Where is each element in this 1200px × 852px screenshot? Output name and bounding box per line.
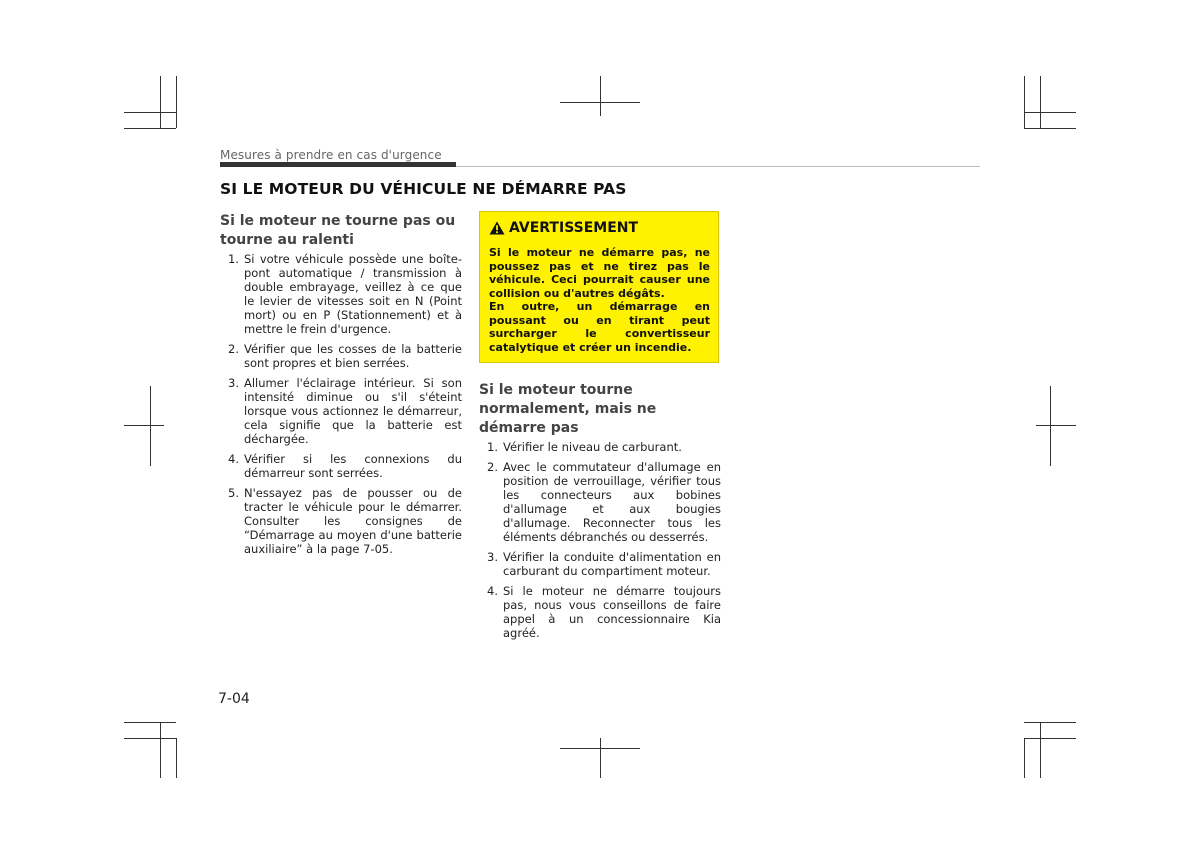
list-item: 2. Vérifier que les cosses de la batterie sont propres et bien serrées.: [228, 342, 462, 370]
left-column: [220, 212, 462, 562]
warning-paragraph-2: En outre, un démarrage en poussant ou en tirant peut surcharger le convertisseur catalytique et créer un incendie.: [489, 300, 710, 354]
list-item: 2. Avec le commutateur d'allumage en position de verrouillage, vérifier tous les connecteurs aux bobines d'allumage et aux bougies d'allumage. Reconnecter tous les éléments débranchés ou desserrés.: [487, 460, 721, 544]
warning-header: [489, 220, 710, 236]
list-item: 4. Si le moteur ne démarre toujours pas, nous vous conseillons de faire appel à un concessionnaire Kia agréé.: [487, 584, 721, 640]
header-rule-dark: [220, 162, 456, 167]
warning-box: [479, 211, 719, 363]
right-column: [479, 211, 721, 646]
left-steps-list: [220, 252, 462, 556]
page-number: 7-04: [218, 691, 250, 707]
warning-title: AVERTISSEMENT: [509, 220, 639, 236]
page-title: SI LE MOTEUR DU VÉHICULE NE DÉMARRE PAS: [220, 180, 627, 198]
list-item: 5. N'essayez pas de pousser ou de tracter le véhicule pour le démarrer. Consulter les consignes de “Démarrage au moyen d'une batterie auxiliaire” à la page 7-05.: [228, 486, 462, 556]
list-item: 3. Allumer l'éclairage intérieur. Si son intensité diminue ou s'il s'éteint lorsque vous actionnez le démarreur, cela signifie que la batterie est déchargée.: [228, 376, 462, 446]
header-rule-thin: [456, 166, 980, 167]
list-item: 1. Si votre véhicule possède une boîte-pont automatique / transmission à double embrayage, veillez à ce que le levier de vitesses soit en N (Point mort) ou en P (Stationnement) et à mettre le frein d'urgence.: [228, 252, 462, 336]
left-subheading: Si le moteur ne tourne pas ou tourne au ralenti: [220, 213, 456, 248]
list-item: 4. Vérifier si les connexions du démarreur sont serrées.: [228, 452, 462, 480]
warning-triangle-icon: [489, 221, 505, 235]
right-steps-list: [479, 440, 721, 640]
warning-paragraph-1: Si le moteur ne démarre pas, ne poussez pas et ne tirez pas le véhicule. Ceci pourrait causer une collision ou d'autres dégâts.: [489, 246, 710, 300]
section-header: Mesures à prendre en cas d'urgence: [220, 148, 442, 162]
right-subheading: Si le moteur tourne normalement, mais ne démarre pas: [479, 382, 657, 436]
list-item: 1. Vérifier le niveau de carburant.: [487, 440, 682, 454]
list-item: 3. Vérifier la conduite d'alimentation en carburant du compartiment moteur.: [487, 550, 721, 578]
